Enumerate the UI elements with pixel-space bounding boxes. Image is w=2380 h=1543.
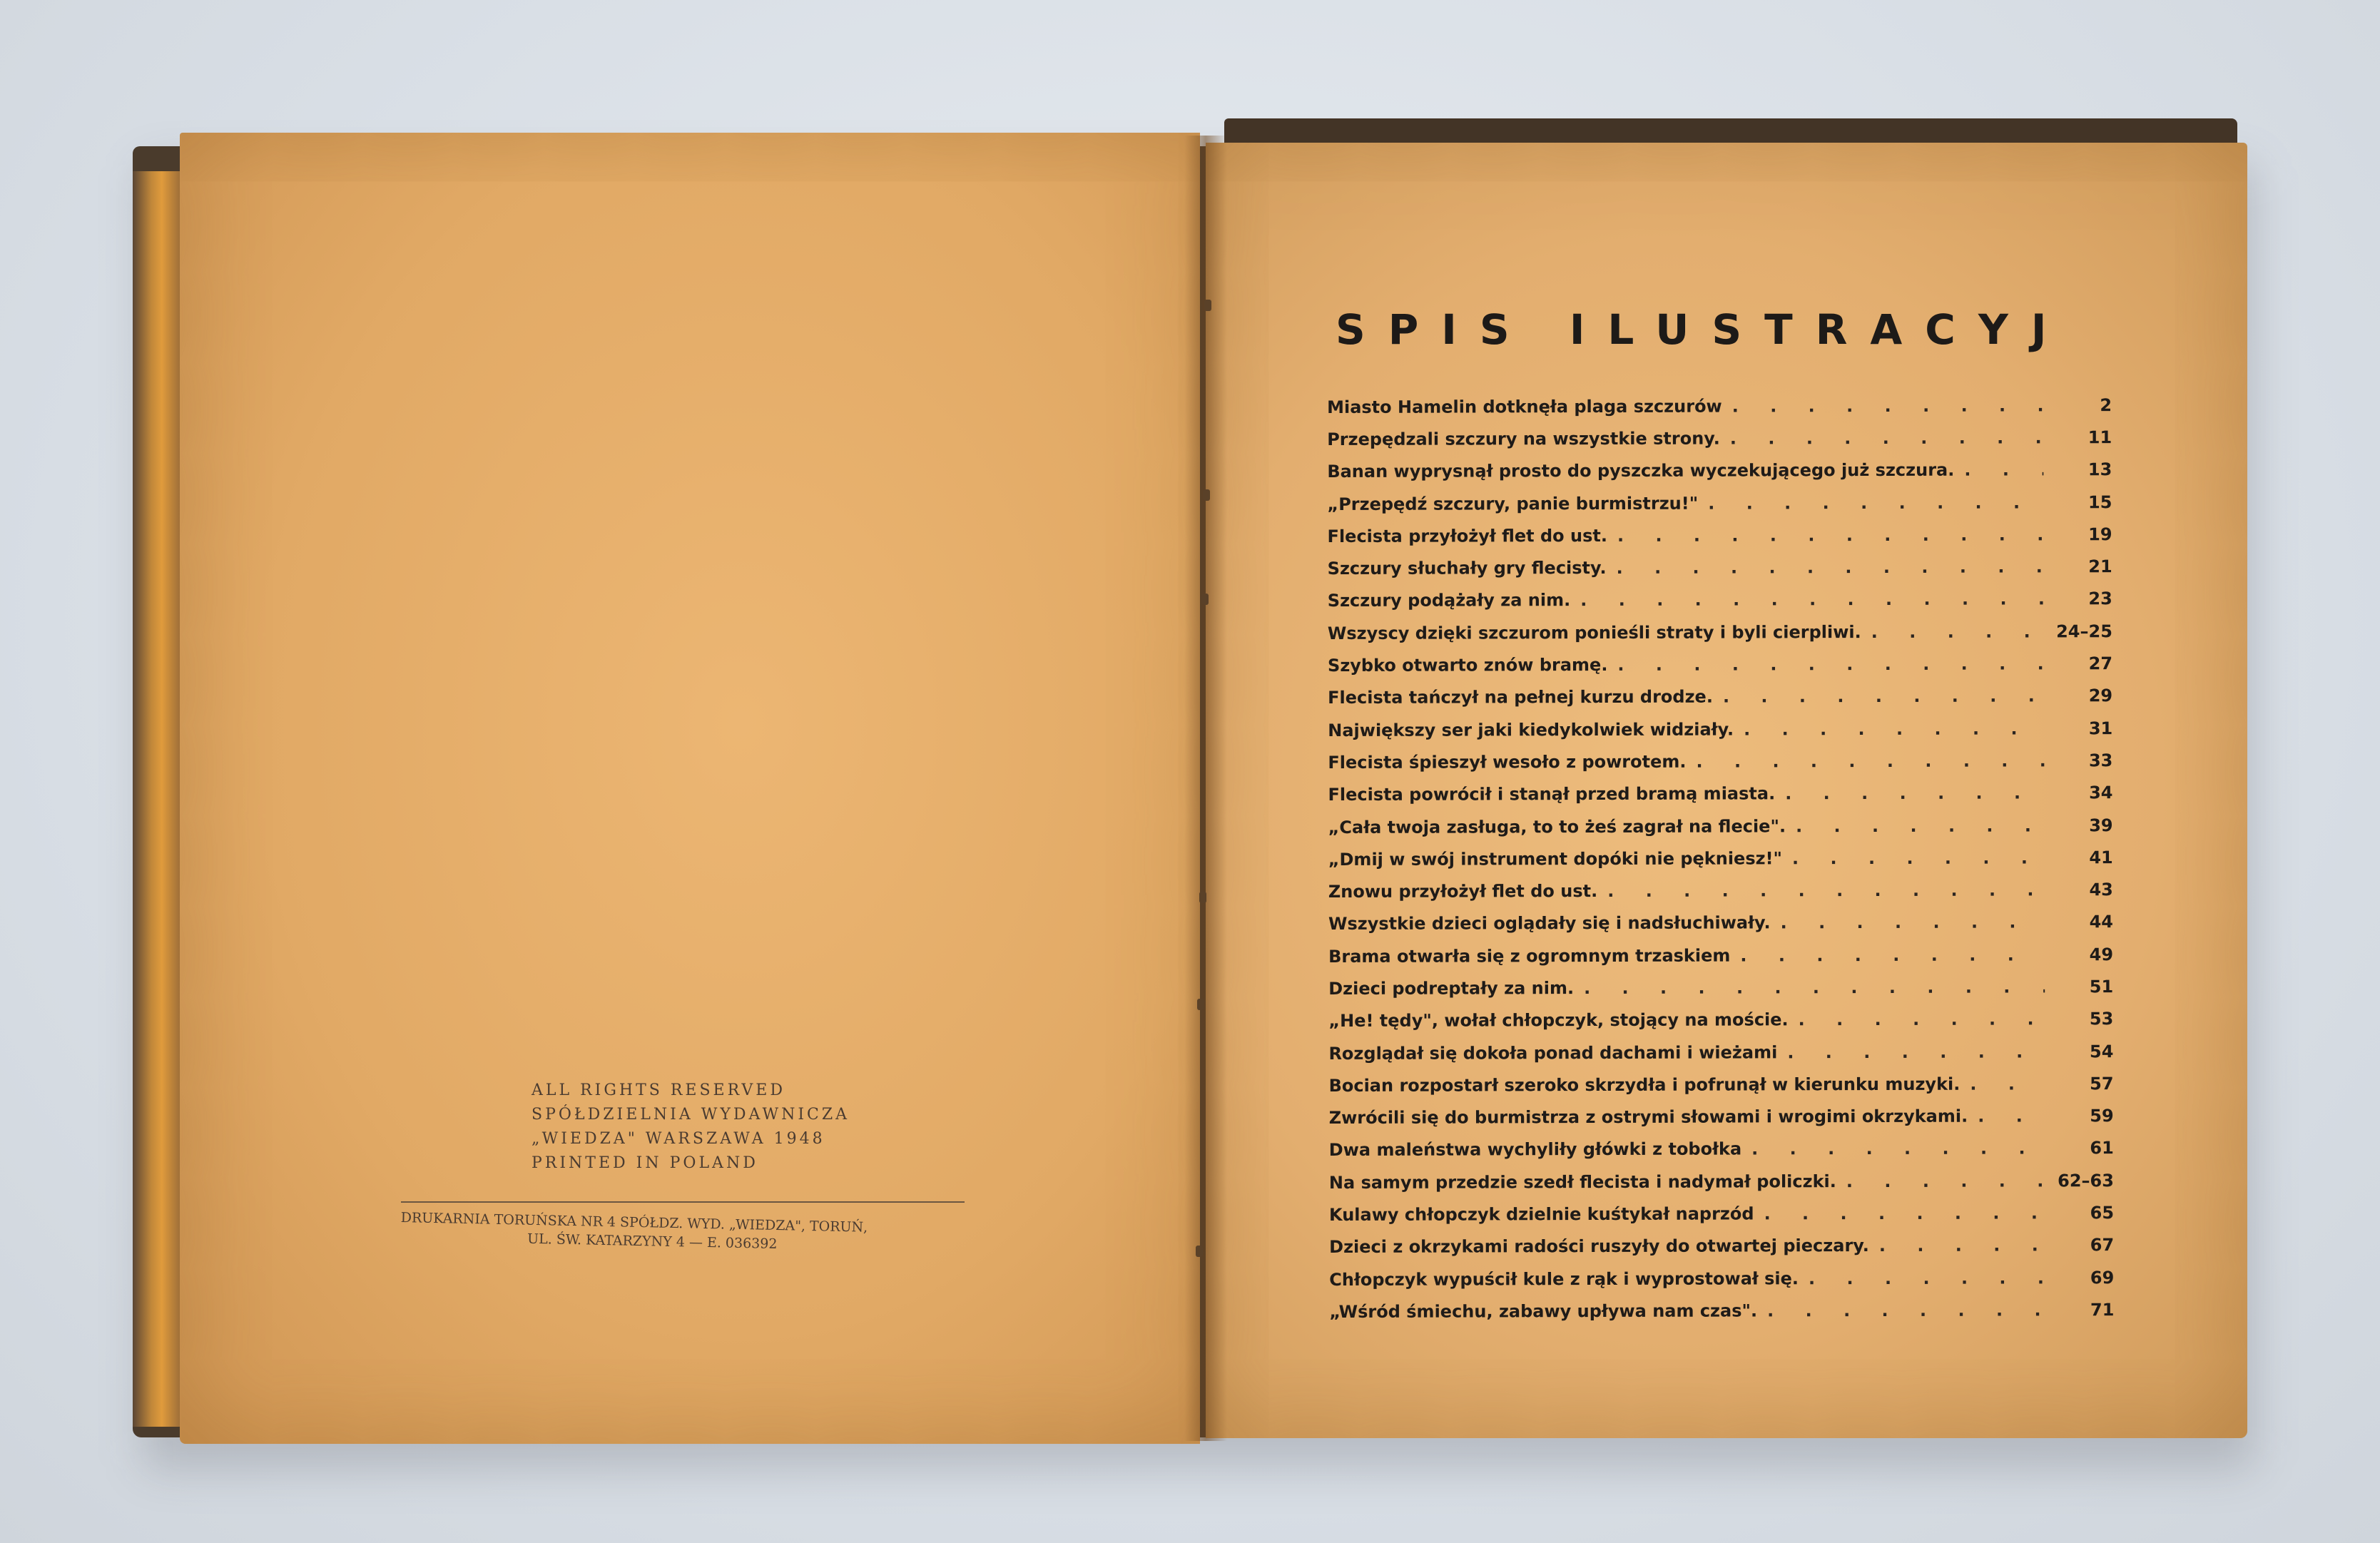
- toc-leader-dots: [1871, 621, 2044, 642]
- toc-entry: [1328, 1003, 2113, 1037]
- binding-stitch: [1196, 1246, 1203, 1257]
- toc-entry: [1328, 1035, 2113, 1069]
- toc-entry-caption: Przepędzali szczury na wszystkie strony.: [1327, 428, 1720, 449]
- toc-entry: [1329, 1293, 2114, 1328]
- toc-entry-page-number: 62–63: [2058, 1170, 2114, 1191]
- toc-leader-dots: [1767, 1300, 2045, 1320]
- toc-entry-page-number: 2: [2100, 394, 2112, 415]
- toc-entry: [1329, 1132, 2114, 1166]
- toc-entry-caption: „Cała twoja zasługa, to to żeś zagrał na flecie".: [1328, 815, 1786, 837]
- toc-entry-caption: Wszyscy dzięki szczurom ponieśli straty i byli cierpliwi.: [1327, 621, 1861, 643]
- binding-stitch: [1204, 300, 1211, 311]
- toc-entry: [1327, 421, 2112, 455]
- toc-entry-caption: „Dmij w swój instrument dopóki nie pękniesz!": [1328, 848, 1783, 870]
- copyright-imprint: [532, 1079, 850, 1176]
- toc-entry-page-number: 69: [2090, 1267, 2115, 1288]
- toc-leader-dots: [1607, 880, 2045, 901]
- imprint-line: ALL RIGHTS RESERVED: [532, 1081, 785, 1099]
- toc-entry-page-number: 61: [2090, 1138, 2114, 1158]
- toc-entry-caption: Znowu przyłożył flet do ust.: [1328, 881, 1598, 902]
- toc-entry-page-number: 23: [2088, 589, 2112, 609]
- toc-entry-page-number: 57: [2090, 1073, 2114, 1094]
- toc-entry-page-number: 54: [2089, 1041, 2114, 1061]
- toc-entry: [1329, 1197, 2114, 1231]
- printer-line: DRUKARNIA TORUŃSKA NR 4 SPÓŁDZ. WYD. „WIEDZA", TORUŃ,: [400, 1209, 868, 1236]
- toc-leader-dots: [1970, 1074, 2045, 1094]
- toc-entry-caption: Wszystkie dzieci oglądały się i nadsłuchiwały.: [1328, 912, 1771, 935]
- toc-entry: [1328, 583, 2112, 617]
- toc-leader-dots: [1964, 460, 2043, 480]
- toc-entry-caption: Flecista śpieszył wesoło z powrotem.: [1328, 751, 1687, 773]
- toc-entry-caption: Największy ser jaki kiedykolwiek widziały.: [1328, 719, 1734, 740]
- toc-leader-dots: [1978, 1106, 2045, 1126]
- toc-entry: [1328, 1067, 2113, 1101]
- toc-entry-caption: Brama otwarła się z ogromnym trzaskiem: [1328, 945, 1731, 967]
- toc-leader-dots: [1796, 815, 2045, 836]
- toc-entry-page-number: 71: [2090, 1300, 2115, 1320]
- toc-entry-page-number: 13: [2087, 459, 2112, 480]
- toc-entry-page-number: 59: [2090, 1106, 2114, 1126]
- toc-leader-dots: [1751, 1139, 2045, 1159]
- toc-entry-caption: Dwa maleństwa wychyliły główki z tobołka: [1328, 1139, 1742, 1161]
- toc-leader-dots: [1730, 427, 2043, 448]
- imprint-line: PRINTED IN POLAND: [532, 1154, 758, 1172]
- toc-entry-page-number: 41: [2089, 847, 2113, 868]
- toc-leader-dots: [1744, 718, 2044, 739]
- toc-entry-caption: Kulawy chłopczyk dzielnie kuśtykał naprzód: [1328, 1203, 1754, 1226]
- toc-entry: [1328, 970, 2113, 1004]
- toc-leader-dots: [1696, 750, 2044, 771]
- cover-spine-illustration: [133, 171, 185, 1427]
- binding-stitch: [1201, 594, 1209, 605]
- toc-entry: [1329, 1100, 2114, 1134]
- toc-leader-dots: [1846, 1171, 2045, 1191]
- toc-entry: [1329, 1229, 2114, 1263]
- toc-entry-caption: Banan wyprysnął prosto do pyszczka wyczekującego już szczura.: [1327, 459, 1955, 482]
- toc-entry: [1329, 1164, 2114, 1198]
- binding-stitch: [1197, 999, 1204, 1010]
- toc-leader-dots: [1764, 1203, 2046, 1223]
- toc-entry-caption: Zwrócili się do burmistrza z ostrymi słowami i wrogimi okrzykami.: [1328, 1106, 1968, 1129]
- imprint-line: „WIEDZA" WARSZAWA 1948: [532, 1130, 825, 1148]
- toc-leader-dots: [1723, 686, 2044, 707]
- toc-entry-caption: Flecista przyłożył flet do ust.: [1327, 525, 1608, 546]
- toc-entry: [1328, 744, 2112, 778]
- toc-entry-caption: Dzieci z okrzykami radości ruszyły do otwartej pieczary.: [1329, 1236, 1869, 1258]
- toc-entry-caption: Rozglądał się dokoła ponad dachami i wieżami: [1328, 1042, 1778, 1064]
- toc-entry-page-number: 21: [2088, 556, 2112, 577]
- toc-leader-dots: [1584, 977, 2045, 998]
- toc-entry-page-number: 29: [2088, 686, 2113, 706]
- toc-entry-page-number: 44: [2089, 912, 2113, 932]
- binding-stitch: [1199, 892, 1206, 903]
- toc-entry-caption: Szczury podążały za nim.: [1327, 590, 1571, 611]
- toc-entry-caption: Chłopczyk wypuścił kule z rąk i wyprostował się.: [1329, 1268, 1799, 1290]
- toc-leader-dots: [1799, 1009, 2045, 1030]
- toc-leader-dots: [1792, 847, 2045, 868]
- toc-entry: [1327, 389, 2112, 423]
- toc-entry-page-number: 27: [2088, 653, 2113, 674]
- toc-leader-dots: [1785, 783, 2044, 804]
- toc-entry-page-number: 11: [2087, 427, 2112, 448]
- toc-entry-caption: Dzieci podreptały za nim.: [1328, 978, 1575, 999]
- toc-entry-caption: „He! tędy", wołał chłopczyk, stojący na moście.: [1328, 1009, 1789, 1032]
- toc-entry: [1328, 938, 2113, 972]
- toc-entry: [1327, 486, 2112, 520]
- toc-leader-dots: [1879, 1236, 2045, 1256]
- binding-stitch: [1203, 489, 1210, 501]
- illustrations-list: [1327, 389, 2114, 1328]
- toc-entry: [1328, 615, 2112, 649]
- toc-leader-dots: [1740, 944, 2045, 965]
- toc-entry-page-number: 24–25: [2056, 621, 2112, 642]
- toc-entry: [1329, 1261, 2114, 1295]
- toc-leader-dots: [1580, 589, 2044, 611]
- toc-entry-page-number: 31: [2088, 718, 2113, 738]
- toc-leader-dots: [1809, 1268, 2045, 1288]
- toc-leader-dots: [1617, 653, 2044, 675]
- toc-entry-caption: Flecista tańczył na pełnej kurzu drodze.: [1328, 686, 1713, 708]
- printer-line: UL. ŚW. KATARZYNY 4 — E. 036392: [527, 1231, 778, 1253]
- toc-entry-caption: Szybko otwarto znów bramę.: [1327, 654, 1608, 676]
- toc-entry: [1328, 874, 2113, 908]
- toc-entry-page-number: 49: [2089, 944, 2114, 964]
- toc-entry: [1328, 809, 2113, 843]
- toc-entry-page-number: 15: [2087, 492, 2112, 512]
- toc-leader-dots: [1787, 1042, 2045, 1062]
- toc-entry: [1328, 777, 2112, 811]
- toc-entry: [1328, 841, 2113, 875]
- toc-entry-caption: Na samym przedzie szedł flecista i nadymał policzki.: [1328, 1171, 1836, 1193]
- toc-entry-page-number: 51: [2089, 977, 2114, 997]
- toc-leader-dots: [1781, 912, 2045, 933]
- toc-entry: [1328, 551, 2112, 585]
- toc-entry-page-number: 53: [2089, 1009, 2114, 1029]
- toc-entry: [1327, 454, 2112, 488]
- toc-entry-caption: Bocian rozpostarł szeroko skrzydła i pofrunął w kierunku muzyki.: [1328, 1074, 1961, 1096]
- toc-entry: [1327, 518, 2112, 552]
- toc-entry-page-number: 33: [2088, 750, 2113, 771]
- toc-leader-dots: [1617, 556, 2044, 578]
- toc-entry-page-number: 67: [2090, 1235, 2115, 1256]
- toc-entry: [1328, 712, 2112, 746]
- toc-entry-page-number: 19: [2088, 524, 2112, 545]
- toc-entry: [1328, 680, 2112, 714]
- printer-divider: [401, 1201, 965, 1203]
- toc-entry: [1328, 647, 2112, 681]
- toc-entry-page-number: 65: [2090, 1203, 2115, 1223]
- toc-entry-caption: „Wśród śmiechu, zabawy upływa nam czas".: [1329, 1300, 1758, 1322]
- toc-entry: [1328, 906, 2113, 940]
- toc-entry-caption: „Przepędź szczury, panie burmistrzu!": [1327, 493, 1699, 514]
- toc-entry-caption: Miasto Hamelin dotknęła plaga szczurów: [1327, 396, 1722, 417]
- toc-leader-dots: [1617, 524, 2044, 546]
- book-gutter: [1184, 136, 1227, 1441]
- toc-entry-caption: Szczury słuchały gry flecisty.: [1327, 558, 1607, 579]
- toc-entry-page-number: 34: [2089, 783, 2113, 803]
- toc-entry-page-number: 39: [2089, 815, 2113, 835]
- toc-title: SPIS ILUSTRACYJ: [1336, 305, 2070, 354]
- toc-entry-caption: Flecista powrócił i stanął przed bramą miasta.: [1328, 783, 1776, 805]
- toc-entry-page-number: 43: [2089, 880, 2113, 900]
- toc-leader-dots: [1732, 395, 2043, 416]
- imprint-line: SPÓŁDZIELNIA WYDAWNICZA: [532, 1106, 850, 1124]
- toc-leader-dots: [1708, 492, 2043, 513]
